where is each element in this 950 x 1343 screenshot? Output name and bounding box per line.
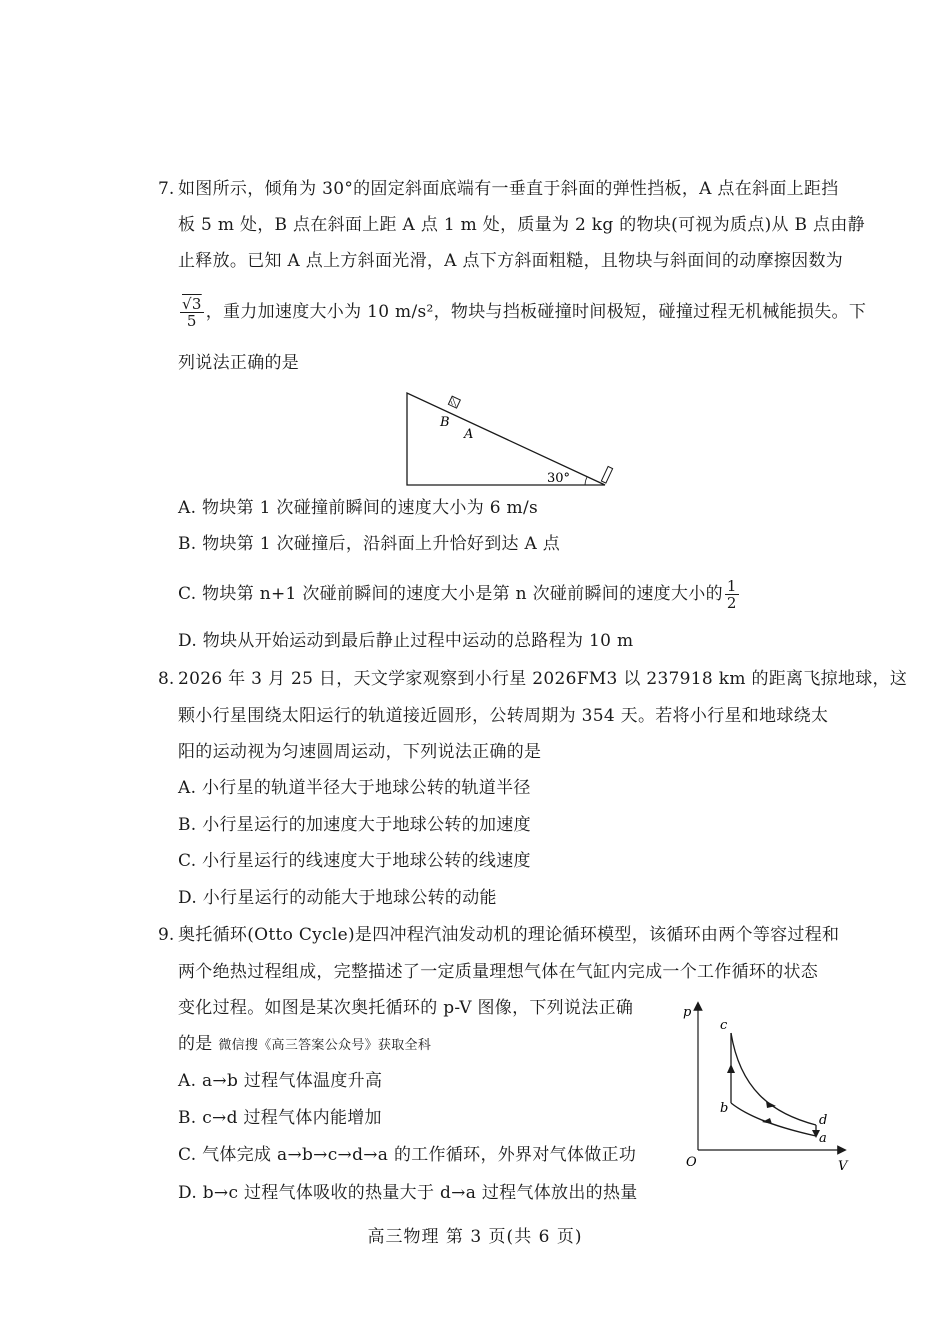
- question-text-line: 板 5 m 处，B 点在斜面上距 A 点 1 m 处，质量为 2 kg 的物块(可视为质点)从 B 点由静: [178, 215, 865, 235]
- question-number: 7.: [158, 179, 175, 199]
- question-text-line: 2026 年 3 月 25 日，天文学家观察到小行星 2026FM3 以 237918 km 的距离飞掠地球，这: [178, 669, 908, 689]
- question-text-line: 变化过程。如图是某次奥托循环的 p-V 图像，下列说法正确: [178, 998, 634, 1018]
- v-label: V: [838, 1159, 848, 1174]
- label-a: A: [464, 427, 474, 442]
- question-number: 8.: [158, 669, 175, 689]
- point-b: b: [720, 1101, 729, 1116]
- origin-label: O: [686, 1155, 697, 1170]
- incline-figure: [400, 388, 620, 488]
- option-b: B. c→d 过程气体内能增加: [178, 1108, 382, 1128]
- fraction: $\frac{√3}{5}$: [182, 295, 202, 330]
- option-a: A. 小行星的轨道半径大于地球公转的轨道半径: [178, 778, 531, 798]
- question-text-line: 奥托循环(Otto Cycle)是四冲程汽油发动机的理论循环模型，该循环由两个等容过程和: [178, 925, 840, 945]
- option-a: A. a→b 过程气体温度升高: [178, 1071, 383, 1091]
- option-c: C. 小行星运行的线速度大于地球公转的线速度: [178, 851, 531, 871]
- angle-label: 30°: [547, 471, 571, 486]
- question-text-line: $\frac{√3}{5}$ ，重力加速度大小为 10 m/s²，物块与挡板碰撞时间极短，碰撞过程无机械能损失。下: [182, 295, 867, 330]
- option-b: B. 物块第 1 次碰撞后，沿斜面上升恰好到达 A 点: [178, 534, 561, 554]
- point-c: c: [720, 1018, 728, 1033]
- page-footer: 高三物理 第 3 页(共 6 页): [367, 1227, 583, 1247]
- option-d: D. 物块从开始运动到最后静止过程中运动的总路程为 10 m: [178, 631, 634, 651]
- p-label: p: [683, 1005, 692, 1020]
- option-c: C. 气体完成 a→b→c→d→a 的工作循环，外界对气体做正功: [178, 1145, 637, 1165]
- watermark-text: 微信搜《高三答案公众号》获取全科: [218, 1038, 432, 1053]
- question-text-line: 颗小行星围绕太阳运行的轨道接近圆形，公转周期为 354 天。若将小行星和地球绕太: [178, 706, 829, 726]
- option-d: D. 小行星运行的动能大于地球公转的动能: [178, 888, 497, 908]
- point-a: a: [819, 1131, 827, 1146]
- process-ab: [731, 1103, 816, 1136]
- question-text-line: 列说法正确的是: [178, 353, 300, 373]
- point-d: d: [819, 1113, 828, 1128]
- arrow-up-icon: [727, 1064, 735, 1073]
- pv-graph: [680, 998, 850, 1178]
- label-b: B: [440, 415, 450, 430]
- question-text-line: 如图所示，倾角为 30°的固定斜面底端有一垂直于斜面的弹性挡板，A 点在斜面上距挡: [178, 179, 839, 199]
- option-b: B. 小行星运行的加速度大于地球公转的加速度: [178, 815, 531, 835]
- question-text-line: 止释放。已知 A 点上方斜面光滑，A 点下方斜面粗糙，且物块与斜面间的动摩擦因数为: [178, 251, 844, 271]
- option-c: C. 物块第 n+1 次碰前瞬间的速度大小是第 n 次碰前瞬间的速度大小的 $\frac{1}{2}$: [178, 577, 737, 612]
- question-text-line: 的是 微信搜《高三答案公众号》获取全科: [178, 1034, 432, 1054]
- question-text-line: 两个绝热过程组成，完整描述了一定质量理想气体在气缸内完成一个工作循环的状态: [178, 962, 819, 982]
- angle-arc: [585, 477, 587, 485]
- baffle: [601, 466, 612, 483]
- option-d: D. b→c 过程气体吸收的热量大于 d→a 过程气体放出的热量: [178, 1183, 638, 1203]
- incline-triangle: [407, 393, 605, 485]
- fraction: $\frac{1}{2}$: [726, 577, 737, 612]
- block: [448, 396, 460, 408]
- question-number: 9.: [158, 925, 175, 945]
- option-a: A. 物块第 1 次碰撞前瞬间的速度大小为 6 m/s: [178, 498, 539, 518]
- question-text-line: 阳的运动视为匀速圆周运动，下列说法正确的是: [178, 742, 542, 762]
